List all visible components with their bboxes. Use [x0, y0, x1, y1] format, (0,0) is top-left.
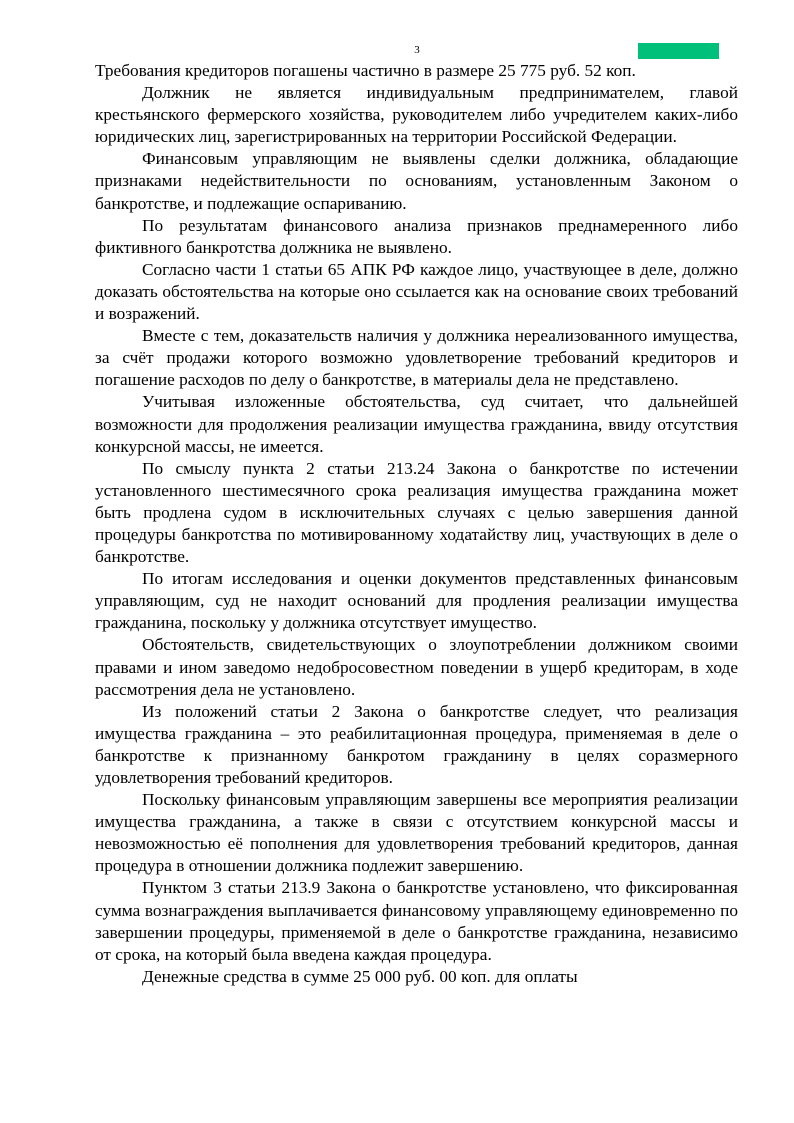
green-stamp-mark — [638, 43, 719, 59]
paragraph: Согласно части 1 статьи 65 АПК РФ каждое лицо, участвующее в деле, должно доказать обстоятельства на которые оно ссылается как на основание своих требований и возражений. — [95, 259, 738, 324]
paragraph: Денежные средства в сумме 25 000 руб. 00 коп. для оплаты — [142, 966, 578, 986]
paragraph: Вместе с тем, доказательств наличия у должника нереализованного имущества, за счёт продажи которого возможно удовлетворение требований кредиторов и погашение расходов по делу о банкротстве, в материалы дела не представлено. — [95, 326, 738, 390]
paragraph: Пунктом 3 статьи 213.9 Закона о банкротстве установлено, что фиксированная сумма вознаграждения выплачивается финансовому управляющему единовременно по завершении процедуры, применяемой в деле о банкротстве гражданина, независимо от срока, на который была введена каждая процедура. — [95, 878, 738, 964]
paragraph: Учитывая изложенные обстоятельства, суд считает, что дальнейшей возможности для продолжения реализации имущества гражданина, ввиду отсутствия конкурсной массы, не имеется. — [95, 392, 738, 456]
paragraph: По результатам финансового анализа признаков преднамеренного либо фиктивного банкротства должника не выявлено. — [95, 215, 738, 257]
paragraph: По смыслу пункта 2 статьи 213.24 Закона о банкротстве по истечении установленного шестимесячного срока реализация имущества гражданина может быть продлена судом в исключительных случаях с целью завершения данной процедуры банкротства по мотивированному ходатайству лиц, участвующих в деле о банкротстве. — [95, 458, 738, 567]
page-number: 3 — [414, 44, 420, 56]
paragraph: Должник не является индивидуальным предпринимателем, главой крестьянского фермерского хозяйства, руководителем либо учредителем каких-либо юридических лиц, зарегистрированных на территории Российской Федерации. — [95, 83, 738, 147]
paragraph: Требования кредиторов погашены частично в размере 25 775 руб. 52 коп. — [95, 61, 636, 80]
paragraph: Из положений статьи 2 Закона о банкротстве следует, что реализация имущества гражданина – это реабилитационная процедура, применяемая в деле о банкротстве к признанному банкротом гражданину в целях соразмерного удовлетворения требований кредиторов. — [95, 701, 738, 787]
paragraph: Финансовым управляющим не выявлены сделки должника, обладающие признаками недействительности по основаниям, установленным Законом о банкротстве, и подлежащие оспариванию. — [95, 149, 738, 213]
paragraph: По итогам исследования и оценки документов представленных финансовым управляющим, суд не находит оснований для продления реализации имущества гражданина, поскольку у должника отсутствует имущество. — [95, 569, 738, 633]
paragraph: Поскольку финансовым управляющим завершены все мероприятия реализации имущества гражданина, а также в связи с отсутствием конкурсной массы и невозможностью её пополнения для удовлетворения требований кредиторов, данная процедура в отношении должника подлежит завершению. — [95, 790, 738, 876]
paragraph: Обстоятельств, свидетельствующих о злоупотреблении должником своими правами и ином заведомо недобросовестном поведении в ущерб кредиторам, в ходе рассмотрения дела не установлено. — [95, 635, 738, 699]
document-body — [95, 60, 738, 988]
